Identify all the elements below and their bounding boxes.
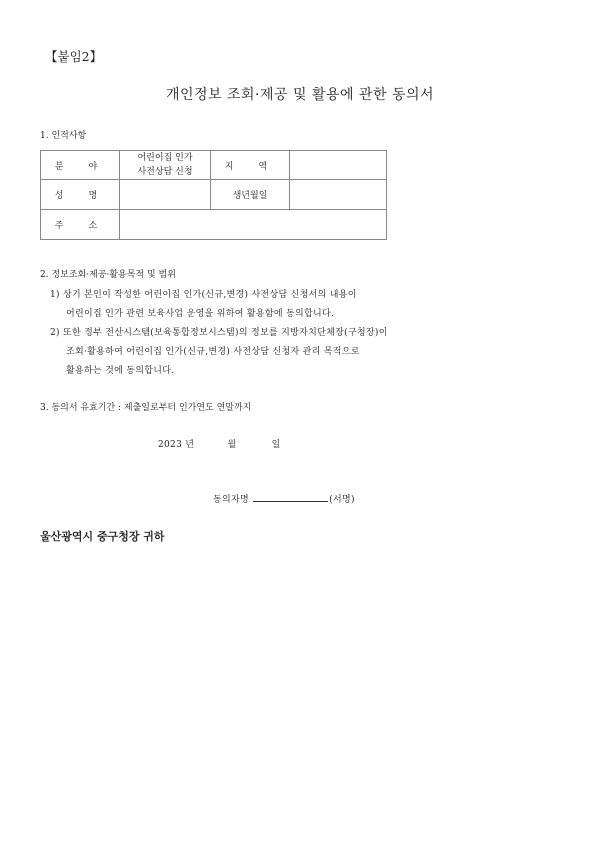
address-label: 주 소 bbox=[41, 210, 120, 240]
personal-info-table bbox=[40, 150, 387, 240]
name-value bbox=[120, 180, 211, 210]
addressee: 울산광역시 중구청장 귀하 bbox=[40, 530, 165, 543]
date-month-unit: 월 bbox=[227, 440, 237, 450]
address-value bbox=[120, 210, 387, 240]
signature-suffix: (서명) bbox=[329, 495, 355, 505]
signature-line bbox=[213, 492, 355, 505]
date-line bbox=[158, 437, 281, 450]
section-1-heading: 1. 인적사항 bbox=[40, 131, 87, 141]
item-2-line-3: 활용하는 것에 동의합니다. bbox=[66, 366, 175, 376]
date-day-unit: 일 bbox=[271, 440, 281, 450]
field-label: 분 야 bbox=[41, 151, 120, 180]
document-title: 개인정보 조회·제공 및 활용에 관한 동의서 bbox=[165, 87, 435, 103]
field-value-line2: 사전상담 신청 bbox=[137, 167, 193, 177]
birth-value bbox=[290, 180, 387, 210]
attachment-label: 【붙임2】 bbox=[45, 49, 103, 64]
section-3-heading: 3. 동의서 유효기간 : 제출일로부터 인가연도 연말까지 bbox=[40, 403, 252, 413]
item-2-line-2: 조회·활용하여 어린이집 인가(신규,변경) 사전상담 신청자 관리 목적으로 bbox=[66, 347, 360, 357]
region-label: 지 역 bbox=[211, 151, 290, 180]
field-value bbox=[120, 151, 211, 180]
name-label: 성 명 bbox=[41, 180, 120, 210]
signature-blank bbox=[253, 492, 328, 502]
signature-label: 동의자명 bbox=[213, 495, 249, 505]
item-1-line-1: 1) 상기 본인이 작성한 어린이집 인가(신규,변경) 사전상담 신청서의 내용이 bbox=[50, 290, 357, 300]
region-value bbox=[290, 151, 387, 180]
birth-label: 생년월일 bbox=[211, 180, 290, 210]
field-value-line1: 어린이집 인가 bbox=[137, 153, 193, 163]
date-year: 2023 bbox=[158, 440, 183, 450]
date-year-unit: 년 bbox=[185, 440, 195, 450]
item-2-line-1: 2) 또한 정부 전산시스템(보육통합정보시스템)의 정보를 지방자치단체장(구청장)이 bbox=[50, 328, 388, 338]
item-1-line-2: 어린이집 인가 관련 보육사업 운영을 위하여 활용함에 동의합니다. bbox=[66, 309, 335, 319]
section-2-heading: 2. 정보조회·제공·활용목적 및 범위 bbox=[40, 270, 176, 280]
